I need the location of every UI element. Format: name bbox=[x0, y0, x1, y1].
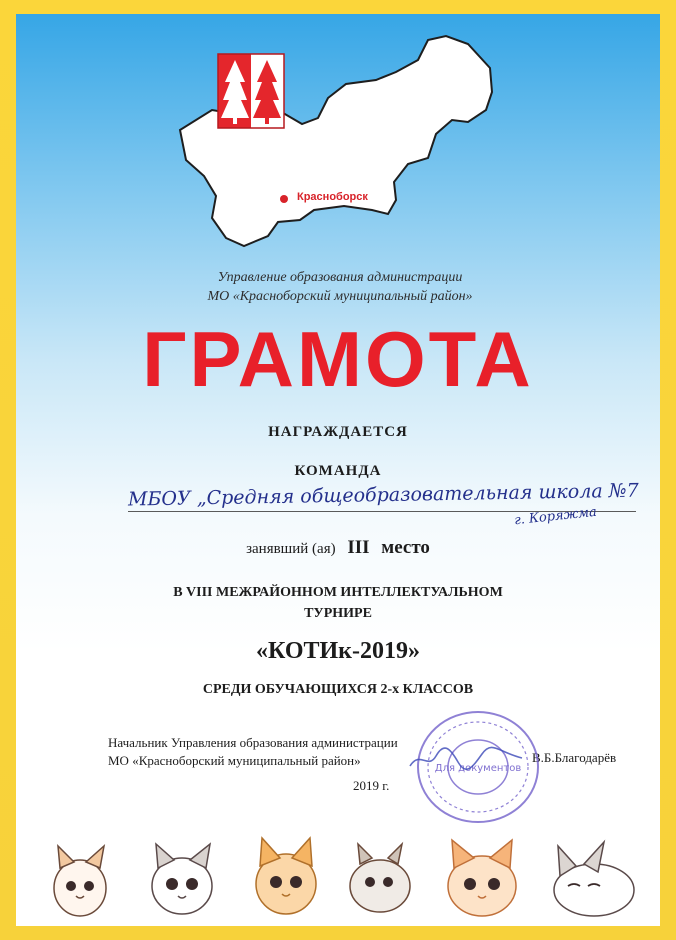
tournament-line-1: В VIII МЕЖРАЙОННОМ ИНТЕЛЛЕКТУАЛЬНОМ bbox=[173, 585, 503, 600]
signatory-block bbox=[108, 734, 398, 770]
cat-1 bbox=[54, 846, 106, 916]
document-title: ГРАМОТА bbox=[142, 315, 534, 403]
team-name-handwritten: МБОУ „Средняя общеобразовательная школа №7 bbox=[127, 479, 639, 511]
coat-of-arms bbox=[218, 54, 284, 128]
map-town-label: Красноборск bbox=[297, 191, 368, 203]
signatory-name: В.Б.Благодарёв bbox=[532, 750, 617, 765]
tournament-line-2: ТУРНИРЕ bbox=[304, 606, 372, 621]
cat-5 bbox=[448, 840, 516, 916]
issuer-line-1: Управление образования администрации bbox=[217, 270, 463, 285]
issuer-block bbox=[16, 268, 660, 306]
pupils-line: СРЕДИ ОБУЧАЮЩИХСЯ 2-х КЛАССОВ bbox=[202, 682, 474, 697]
signatory-line-1: Начальник Управления образования администрации bbox=[108, 735, 398, 750]
cat-3 bbox=[256, 838, 316, 914]
place-prefix: занявший (ая) bbox=[246, 541, 336, 557]
team-city-handwritten: г. Коряжма bbox=[513, 504, 598, 529]
cat-4 bbox=[350, 844, 410, 912]
tournament-title bbox=[16, 582, 660, 624]
place-suffix: место bbox=[381, 537, 430, 558]
town-marker bbox=[280, 195, 288, 203]
place-row bbox=[16, 537, 660, 559]
event-name: «КОТИк-2019» bbox=[256, 638, 420, 664]
place-number: III bbox=[347, 537, 370, 558]
signatory-line-2: МО «Красноборский муниципальный район» bbox=[108, 753, 361, 768]
cat-6 bbox=[554, 842, 634, 916]
signature-scribble bbox=[406, 744, 526, 774]
cats-border-illustration bbox=[16, 820, 660, 926]
stamp-text: Для документов bbox=[434, 763, 522, 774]
issue-year: 2019 г. bbox=[353, 778, 390, 793]
region-map bbox=[16, 14, 660, 274]
issuer-line-2: МО «Красноборский муниципальный район» bbox=[207, 289, 473, 304]
awarded-label: НАГРАЖДАЕТСЯ bbox=[268, 424, 408, 440]
team-label: КОМАНДА bbox=[294, 463, 382, 479]
certificate-body bbox=[16, 14, 660, 926]
cat-2 bbox=[152, 844, 212, 914]
